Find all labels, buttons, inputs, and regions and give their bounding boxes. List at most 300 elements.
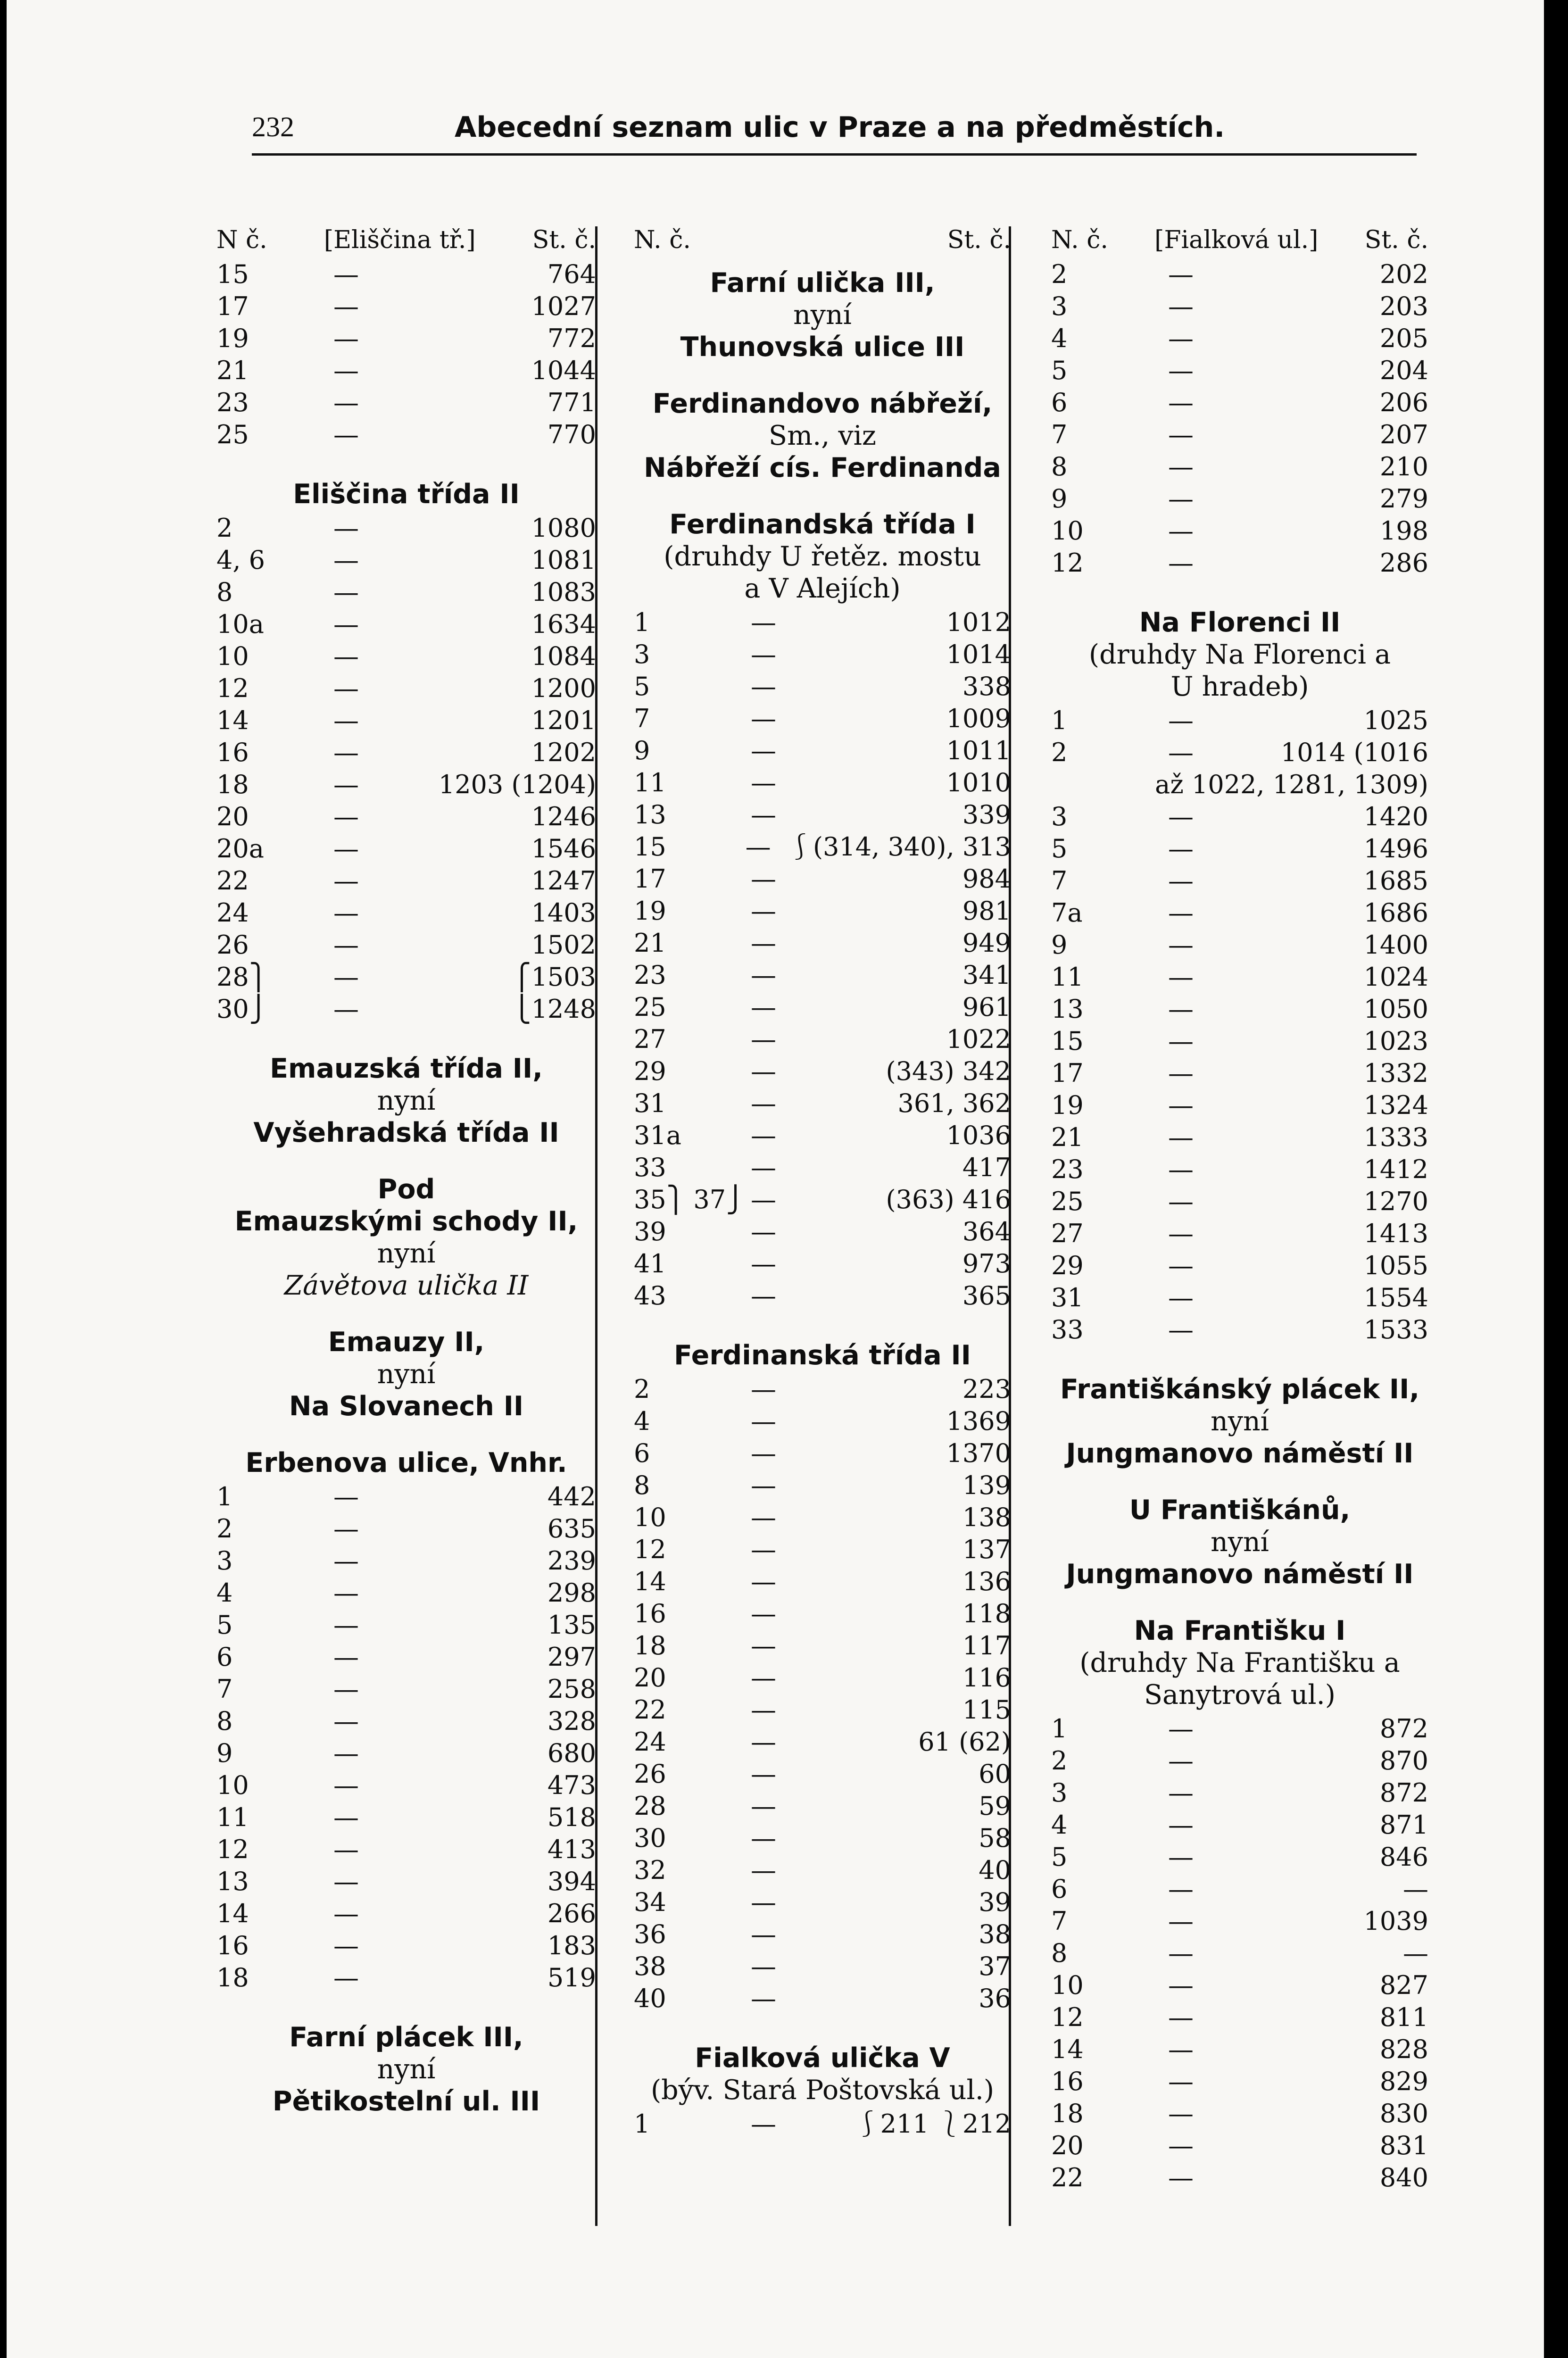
entry-row bbox=[1051, 2130, 1428, 2162]
conscription-number: 764 bbox=[547, 259, 596, 289]
conscription-number: 279 bbox=[1379, 484, 1428, 514]
column-header bbox=[1051, 222, 1428, 258]
dash: — bbox=[333, 420, 359, 449]
house-number: 6 bbox=[634, 1438, 650, 1468]
entry-row bbox=[216, 865, 596, 897]
entry-row bbox=[1051, 515, 1428, 547]
dash: — bbox=[1168, 1154, 1194, 1184]
entry-row bbox=[216, 1834, 596, 1866]
entry-row bbox=[634, 1055, 1011, 1088]
heading-line: Emauzy II, bbox=[328, 1327, 485, 1358]
conscription-number: 116 bbox=[962, 1663, 1011, 1693]
house-number-header: N. č. bbox=[1051, 226, 1108, 254]
house-number: 2 bbox=[216, 513, 233, 543]
house-number: 8 bbox=[1051, 452, 1068, 482]
conscription-number: ⎰(314, 340), 313 bbox=[787, 832, 1011, 862]
conscription-number: 206 bbox=[1379, 388, 1428, 417]
conscription-number: 59 bbox=[979, 1791, 1011, 1821]
conscription-number: 519 bbox=[547, 1963, 596, 1993]
dash: — bbox=[1168, 1187, 1194, 1216]
house-number: 7 bbox=[1051, 420, 1068, 449]
entry-row bbox=[634, 1822, 1011, 1854]
house-number: 40 bbox=[634, 1984, 666, 2013]
entry-row bbox=[1051, 1314, 1428, 1346]
dash: — bbox=[1168, 356, 1194, 385]
house-number: 12 bbox=[216, 1835, 249, 1864]
entry-row bbox=[634, 1120, 1011, 1152]
conscription-number: 58 bbox=[979, 1823, 1011, 1853]
house-number: 3 bbox=[216, 1546, 233, 1576]
conscription-number: 1400 bbox=[1363, 930, 1428, 960]
house-number: 2 bbox=[634, 1374, 650, 1404]
dash: — bbox=[1168, 1026, 1194, 1056]
conscription-number: 870 bbox=[1379, 1746, 1428, 1776]
conscription-number: 871 bbox=[1379, 1810, 1428, 1840]
heading-line: Eliščina třída II bbox=[293, 479, 520, 510]
house-number: 12 bbox=[634, 1535, 666, 1564]
conscription-number: 1246 bbox=[531, 802, 596, 831]
conscription-number: ⎩1248 bbox=[512, 994, 596, 1024]
house-number-header: N č. bbox=[216, 226, 267, 254]
dash: — bbox=[1168, 962, 1194, 992]
entry-row bbox=[634, 831, 1011, 863]
conscription-number: 286 bbox=[1379, 548, 1428, 578]
entry-row bbox=[1051, 291, 1428, 323]
house-number: 15 bbox=[634, 832, 666, 862]
header-rule bbox=[252, 153, 1417, 156]
house-number: 27 bbox=[634, 1024, 666, 1054]
dash: — bbox=[751, 1951, 776, 1981]
conscription-number: 1685 bbox=[1363, 866, 1428, 896]
dash: — bbox=[333, 1706, 359, 1736]
dash: — bbox=[333, 1546, 359, 1576]
conscription-number: 828 bbox=[1379, 2034, 1428, 2064]
entry-row bbox=[216, 673, 596, 705]
house-number: 2 bbox=[216, 1514, 233, 1544]
entry-row bbox=[216, 1545, 596, 1577]
house-number: 24 bbox=[216, 898, 249, 928]
book-page bbox=[7, 0, 1544, 2358]
house-number: 23 bbox=[216, 388, 249, 417]
house-number: 10 bbox=[1051, 1970, 1084, 2000]
house-number: 14 bbox=[634, 1567, 666, 1596]
conscription-number: 1413 bbox=[1363, 1219, 1428, 1248]
heading-line: (druhdy Na Florenci a bbox=[1088, 639, 1391, 670]
house-number: 4 bbox=[1051, 1810, 1068, 1840]
conscription-number: 1554 bbox=[1363, 1283, 1428, 1312]
house-number: 14 bbox=[1051, 2034, 1084, 2064]
entry-row bbox=[1051, 1937, 1428, 1969]
conscription-number: 1324 bbox=[1363, 1090, 1428, 1120]
conscription-number: 1011 bbox=[946, 736, 1011, 765]
dash: — bbox=[751, 928, 776, 958]
dash: — bbox=[333, 1835, 359, 1864]
conscription-number: 1502 bbox=[531, 930, 596, 960]
conscription-number: 1055 bbox=[1363, 1251, 1428, 1280]
dash: — bbox=[751, 896, 776, 926]
heading-line: Thunovská ulice III bbox=[680, 332, 965, 363]
dash: — bbox=[333, 802, 359, 831]
house-number: 10 bbox=[1051, 516, 1084, 546]
conscription-number-header: St. č. bbox=[947, 226, 1011, 254]
house-number: 23 bbox=[634, 960, 666, 990]
entry-row bbox=[634, 1184, 1011, 1216]
conscription-number: 138 bbox=[962, 1503, 1011, 1532]
dash: — bbox=[1168, 834, 1194, 863]
dash: — bbox=[1168, 866, 1194, 896]
dash: — bbox=[751, 1024, 776, 1054]
entry-row bbox=[634, 959, 1011, 991]
entry-row bbox=[216, 419, 596, 451]
conscription-number: 1044 bbox=[531, 356, 596, 385]
house-number: 16 bbox=[216, 1931, 249, 1960]
entry-list bbox=[216, 1481, 596, 1994]
conscription-number: — bbox=[1403, 1874, 1428, 1904]
conscription-number: 239 bbox=[547, 1546, 596, 1576]
street-heading bbox=[634, 267, 1011, 363]
heading-line: U hradeb) bbox=[1170, 671, 1309, 702]
dash: — bbox=[1168, 2131, 1194, 2160]
entry-list bbox=[216, 512, 596, 1025]
dash: — bbox=[751, 1599, 776, 1628]
dash: — bbox=[751, 1153, 776, 1182]
dash: — bbox=[333, 1482, 359, 1511]
entry-row bbox=[216, 1609, 596, 1641]
entry-row bbox=[216, 993, 596, 1025]
conscription-number: 298 bbox=[547, 1578, 596, 1608]
entry-row bbox=[1051, 1057, 1428, 1089]
dash: — bbox=[751, 960, 776, 990]
dash: — bbox=[333, 1642, 359, 1672]
dash: — bbox=[751, 1121, 776, 1150]
house-number: 19 bbox=[1051, 1090, 1084, 1120]
heading-line: Pětikostelní ul. III bbox=[272, 2086, 540, 2117]
heading-line: Sm., viz bbox=[769, 420, 876, 451]
house-number: 4, 6 bbox=[216, 545, 265, 575]
entry-row bbox=[1051, 1905, 1428, 1937]
house-number: 10 bbox=[216, 1770, 249, 1800]
heading-line: (býv. Stará Poštovská ul.) bbox=[650, 2075, 995, 2106]
entry-row bbox=[216, 1769, 596, 1802]
house-number: 12 bbox=[1051, 2002, 1084, 2032]
conscription-number: 413 bbox=[547, 1835, 596, 1864]
entry-row bbox=[634, 606, 1011, 639]
entry-row bbox=[1051, 929, 1428, 961]
dash: — bbox=[751, 800, 776, 830]
house-number: 26 bbox=[216, 930, 249, 960]
dash: — bbox=[1168, 1842, 1194, 1872]
house-number: 29 bbox=[634, 1056, 666, 1086]
entry-row bbox=[1051, 1282, 1428, 1314]
house-number: 28 bbox=[634, 1791, 666, 1821]
conscription-number: 205 bbox=[1379, 324, 1428, 353]
conscription-number: 1370 bbox=[946, 1438, 1011, 1468]
entry-row bbox=[634, 1248, 1011, 1280]
house-number: 20 bbox=[1051, 2131, 1084, 2160]
street-heading bbox=[216, 1447, 596, 1479]
entry-row bbox=[634, 1534, 1011, 1566]
house-number: 22 bbox=[216, 866, 249, 896]
entry-row bbox=[634, 1280, 1011, 1312]
house-number: 25 bbox=[216, 420, 249, 449]
entry-row bbox=[1051, 451, 1428, 483]
dash: — bbox=[1168, 1778, 1194, 1808]
dash: — bbox=[751, 1791, 776, 1821]
house-number: 24 bbox=[634, 1727, 666, 1757]
entry-row bbox=[1051, 2098, 1428, 2130]
entry-row bbox=[216, 1673, 596, 1705]
dash: — bbox=[1168, 420, 1194, 449]
house-number: 4 bbox=[216, 1578, 233, 1608]
house-number: 4 bbox=[634, 1406, 650, 1436]
house-number: 14 bbox=[216, 1899, 249, 1928]
house-number: 10 bbox=[216, 641, 249, 671]
house-number: 20 bbox=[634, 1663, 666, 1693]
conscription-number: 1200 bbox=[531, 673, 596, 703]
dash: — bbox=[333, 1867, 359, 1896]
entry-row bbox=[634, 1983, 1011, 2015]
house-number: 9 bbox=[1051, 484, 1068, 514]
conscription-number: 827 bbox=[1379, 1970, 1428, 2000]
dash: — bbox=[1168, 452, 1194, 482]
house-number: 26 bbox=[634, 1759, 666, 1789]
dash: — bbox=[1168, 1906, 1194, 1936]
dash: — bbox=[333, 513, 359, 543]
dash: — bbox=[751, 672, 776, 701]
conscription-number: 136 bbox=[962, 1567, 1011, 1596]
conscription-number: (363) 416 bbox=[886, 1185, 1011, 1214]
entry-row bbox=[216, 961, 596, 993]
dash: — bbox=[1168, 1122, 1194, 1152]
conscription-number: 981 bbox=[962, 896, 1011, 926]
entry-list bbox=[634, 2108, 1011, 2140]
heading-line: Erbenova ulice, Vnhr. bbox=[245, 1447, 567, 1478]
conscription-number: 1201 bbox=[531, 706, 596, 735]
entry-row bbox=[1051, 737, 1428, 769]
entry-row bbox=[1051, 2001, 1428, 2034]
entry-row bbox=[1051, 387, 1428, 419]
dash: — bbox=[1168, 1283, 1194, 1312]
house-number: 1 bbox=[634, 2109, 650, 2139]
conscription-number: 1039 bbox=[1363, 1906, 1428, 1936]
dash: — bbox=[1168, 2002, 1194, 2032]
house-number: 8 bbox=[216, 1706, 233, 1736]
entry-row bbox=[216, 576, 596, 608]
entry-row bbox=[216, 929, 596, 961]
dash: — bbox=[751, 992, 776, 1022]
house-number: 3 bbox=[634, 639, 650, 669]
entry-row bbox=[1051, 1025, 1428, 1057]
conscription-number: 1023 bbox=[1363, 1026, 1428, 1056]
heading-line: nyní bbox=[1211, 1406, 1269, 1437]
conscription-number: 518 bbox=[547, 1802, 596, 1832]
dash: — bbox=[333, 259, 359, 289]
heading-line: Farní plácek III, bbox=[289, 2022, 523, 2053]
conscription-number: 872 bbox=[1379, 1714, 1428, 1744]
heading-line: Ferdinandská třída I bbox=[669, 509, 976, 540]
entry-row bbox=[216, 291, 596, 323]
entry-row bbox=[634, 1790, 1011, 1822]
entry-row bbox=[634, 799, 1011, 831]
dash: — bbox=[751, 1088, 776, 1118]
street-heading bbox=[216, 478, 596, 510]
conscription-number: 1203 (1204) bbox=[438, 770, 596, 799]
dash: — bbox=[751, 1056, 776, 1086]
house-number: 7 bbox=[1051, 1906, 1068, 1936]
house-number: 6 bbox=[1051, 388, 1068, 417]
conscription-number: 394 bbox=[547, 1867, 596, 1896]
heading-line: nyní bbox=[377, 1238, 436, 1269]
entry-row bbox=[1051, 993, 1428, 1025]
heading-line: Ferdinandovo nábřeží, bbox=[652, 388, 993, 419]
house-number: 20 bbox=[216, 802, 249, 831]
conscription-number: 1014 (1016 bbox=[1280, 738, 1428, 767]
house-number: 18 bbox=[216, 770, 249, 799]
house-number: 5 bbox=[634, 672, 650, 701]
dash: — bbox=[751, 1823, 776, 1853]
entry-row bbox=[1051, 483, 1428, 515]
dash: — bbox=[751, 1249, 776, 1279]
dash: — bbox=[333, 1578, 359, 1608]
street-heading bbox=[1051, 606, 1428, 703]
dash: — bbox=[333, 577, 359, 607]
dash: — bbox=[751, 1984, 776, 2013]
conscription-number: 297 bbox=[547, 1642, 596, 1672]
dash: — bbox=[333, 1899, 359, 1928]
dash: — bbox=[751, 1695, 776, 1725]
heading-line: Emauzská třída II, bbox=[270, 1053, 543, 1084]
conscription-number: 139 bbox=[962, 1470, 1011, 1500]
conscription-number: 198 bbox=[1379, 516, 1428, 546]
entry-row bbox=[1051, 801, 1428, 833]
house-number: 9 bbox=[216, 1738, 233, 1768]
house-number: 39 bbox=[634, 1217, 666, 1246]
column-1 bbox=[216, 222, 596, 2259]
conscription-number: 38 bbox=[979, 1919, 1011, 1949]
conscription-number: 829 bbox=[1379, 2067, 1428, 2096]
entry-list bbox=[1051, 705, 1428, 1346]
street-heading bbox=[1051, 1615, 1428, 1711]
house-number: 1 bbox=[1051, 1714, 1068, 1744]
dash: — bbox=[751, 1438, 776, 1468]
conscription-number: 1270 bbox=[1363, 1187, 1428, 1216]
conscription-number: 39 bbox=[979, 1887, 1011, 1917]
conscription-number: 1009 bbox=[946, 704, 1011, 733]
column-2 bbox=[634, 222, 1011, 2259]
conscription-number: 36 bbox=[979, 1984, 1011, 2013]
conscription-number: 61 (62) bbox=[918, 1727, 1011, 1757]
house-number: 11 bbox=[634, 768, 666, 797]
house-number-header: N. č. bbox=[634, 226, 691, 254]
dash: — bbox=[1168, 2099, 1194, 2128]
heading-line: Ferdinanská třída II bbox=[674, 1340, 971, 1371]
dash: — bbox=[333, 609, 359, 639]
entry-row bbox=[1051, 323, 1428, 355]
heading-line: Fialková ulička V bbox=[695, 2042, 950, 2074]
house-number: 11 bbox=[216, 1802, 249, 1832]
house-number: 23 bbox=[1051, 1154, 1084, 1184]
house-number: 30⎭ bbox=[216, 994, 268, 1024]
conscription-number: 210 bbox=[1379, 452, 1428, 482]
entry-row bbox=[1051, 1969, 1428, 2001]
conscription-number: 137 bbox=[962, 1535, 1011, 1564]
street-heading bbox=[634, 1339, 1011, 1371]
heading-line: nyní bbox=[377, 1085, 436, 1116]
street-continuation-header: [Fialková ul.] bbox=[1154, 226, 1319, 254]
conscription-number: ⎧1503 bbox=[512, 962, 596, 992]
dash: — bbox=[745, 832, 771, 862]
entry-row bbox=[634, 1854, 1011, 1886]
conscription-number: 266 bbox=[547, 1899, 596, 1928]
entry-row bbox=[634, 1502, 1011, 1534]
entry-row bbox=[1051, 1873, 1428, 1905]
dash: — bbox=[1168, 2034, 1194, 2064]
entry-row bbox=[216, 544, 596, 576]
entry-row bbox=[634, 703, 1011, 735]
conscription-number: 1012 bbox=[946, 607, 1011, 637]
entry-row bbox=[1051, 547, 1428, 579]
heading-line: Závětova ulička II bbox=[284, 1270, 529, 1301]
house-number: 3 bbox=[1051, 291, 1068, 321]
heading-line: nyní bbox=[377, 2054, 436, 2085]
conscription-number: 60 bbox=[979, 1759, 1011, 1789]
house-number: 18 bbox=[634, 1631, 666, 1661]
conscription-number: 328 bbox=[547, 1706, 596, 1736]
street-heading bbox=[634, 2042, 1011, 2106]
column-3 bbox=[1051, 222, 1428, 2259]
street-heading bbox=[1051, 1494, 1428, 1590]
house-number: 5 bbox=[1051, 834, 1068, 863]
entry-row bbox=[216, 833, 596, 865]
dash: — bbox=[751, 1919, 776, 1949]
house-number: 8 bbox=[1051, 1938, 1068, 1968]
entry-row bbox=[216, 1641, 596, 1673]
conscription-number-header: St. č. bbox=[1364, 226, 1428, 254]
entry-row bbox=[634, 1951, 1011, 1983]
house-number: 13 bbox=[634, 800, 666, 830]
dash: — bbox=[333, 545, 359, 575]
entry-row bbox=[1051, 1713, 1428, 1745]
conscription-number: 361, 362 bbox=[897, 1088, 1011, 1118]
dash: — bbox=[333, 1738, 359, 1768]
conscription-number: 115 bbox=[962, 1695, 1011, 1725]
dash: — bbox=[1168, 548, 1194, 578]
house-number: 6 bbox=[1051, 1874, 1068, 1904]
conscription-number: 1022 bbox=[946, 1024, 1011, 1054]
entry-row bbox=[1051, 1809, 1428, 1841]
dash: — bbox=[333, 356, 359, 385]
conscription-number: 1202 bbox=[531, 738, 596, 767]
dash: — bbox=[751, 1535, 776, 1564]
house-number: 2 bbox=[1051, 259, 1068, 289]
conscription-number: 1010 bbox=[946, 768, 1011, 797]
street-continuation-header: [Eliščina tř.] bbox=[324, 226, 476, 254]
conscription-number-header: St. č. bbox=[532, 226, 596, 254]
conscription-number: 341 bbox=[962, 960, 1011, 990]
entry-row bbox=[216, 323, 596, 355]
page-title: Abecední seznam ulic v Praze a na předměstích. bbox=[455, 111, 1225, 144]
entry-row bbox=[634, 1758, 1011, 1790]
heading-line: nyní bbox=[793, 299, 852, 331]
entry-row bbox=[634, 895, 1011, 927]
house-number: 32 bbox=[634, 1855, 666, 1885]
entry-row bbox=[216, 355, 596, 387]
conscription-number: 1496 bbox=[1363, 834, 1428, 863]
house-number: 15 bbox=[216, 259, 249, 289]
dash: — bbox=[1168, 2067, 1194, 2096]
house-number: 16 bbox=[634, 1599, 666, 1628]
house-number: 4 bbox=[1051, 324, 1068, 353]
